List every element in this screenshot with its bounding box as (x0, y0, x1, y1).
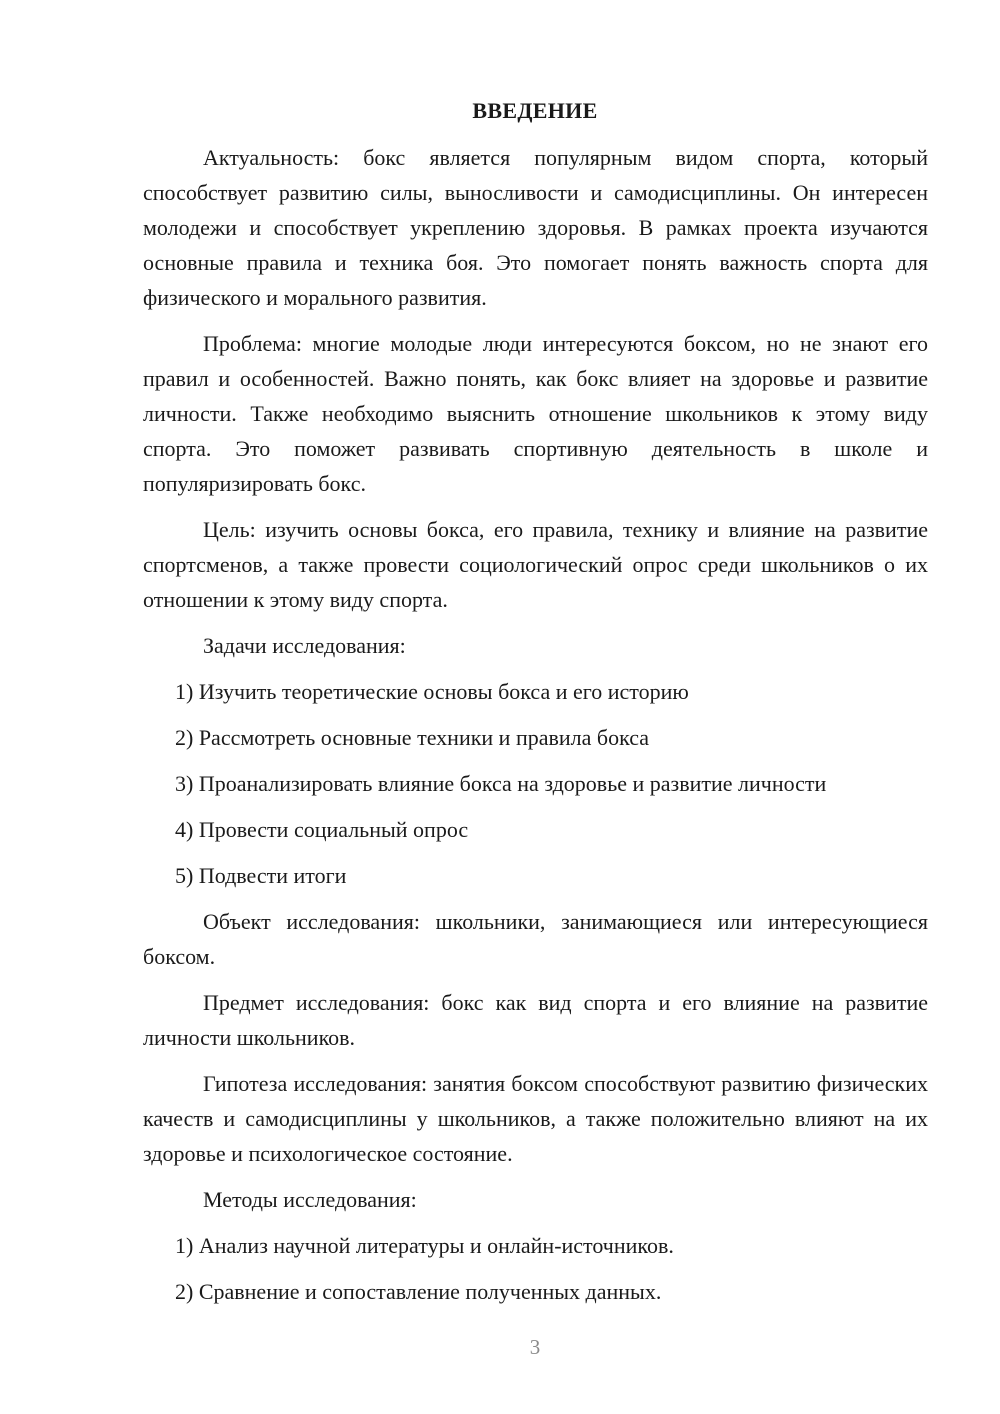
task-item-5: 5) Подвести итоги (175, 863, 347, 888)
paragraph-subject: Предмет исследования: бокс как вид спорта и его влияние на развитие личности школьников. (143, 990, 928, 1050)
tasks-heading: Задачи исследования: (203, 633, 406, 658)
paragraph-problem: Проблема: многие молодые люди интересуются боксом, но не знают его правил и особенностей. Важно понять, как бокс влияет на здоровье и развитие личности. Также необходимо выяснить отношение школьников к этому виду спорта. Это поможет развивать спортивную деятельность в школе и популяризировать бокс. (143, 331, 928, 496)
paragraph-goal: Цель: изучить основы бокса, его правила, технику и влияние на развитие спортсменов, а также провести социологический опрос среди школьников о их отношении к этому виду спорта. (143, 517, 928, 612)
task-item-3: 3) Проанализировать влияние бокса на здоровье и развитие личности (175, 771, 827, 796)
paragraph-object: Объект исследования: школьники, занимающиеся или интересующиеся боксом. (143, 909, 928, 969)
method-item-1: 1) Анализ научной литературы и онлайн-источников. (175, 1233, 674, 1258)
body-text (143, 140, 928, 1320)
task-item-2: 2) Рассмотреть основные техники и правила бокса (175, 725, 650, 750)
paragraph-hypothesis: Гипотеза исследования: занятия боксом способствуют развитию физических качеств и самодисциплины у школьников, а также положительно влияют на их здоровье и психологическое состояние. (143, 1071, 928, 1166)
page-number: 3 (529, 1335, 541, 1359)
task-item-4: 4) Провести социальный опрос (175, 817, 469, 842)
methods-heading: Методы исследования: (203, 1187, 417, 1212)
method-item-2: 2) Сравнение и сопоставление полученных данных. (175, 1279, 662, 1304)
paragraph-relevance: Актуальность: бокс является популярным видом спорта, который способствует развитию силы, выносливости и самодисциплины. Он интересен молодежи и способствует укреплению здоровья. В рамках проекта изучаются основные правила и техника боя. Это помогает понять важность спорта для физического и морального развития. (143, 145, 928, 310)
page-title: ВВЕДЕНИЕ (472, 98, 598, 123)
task-item-1: 1) Изучить теоретические основы бокса и его историю (175, 679, 689, 704)
